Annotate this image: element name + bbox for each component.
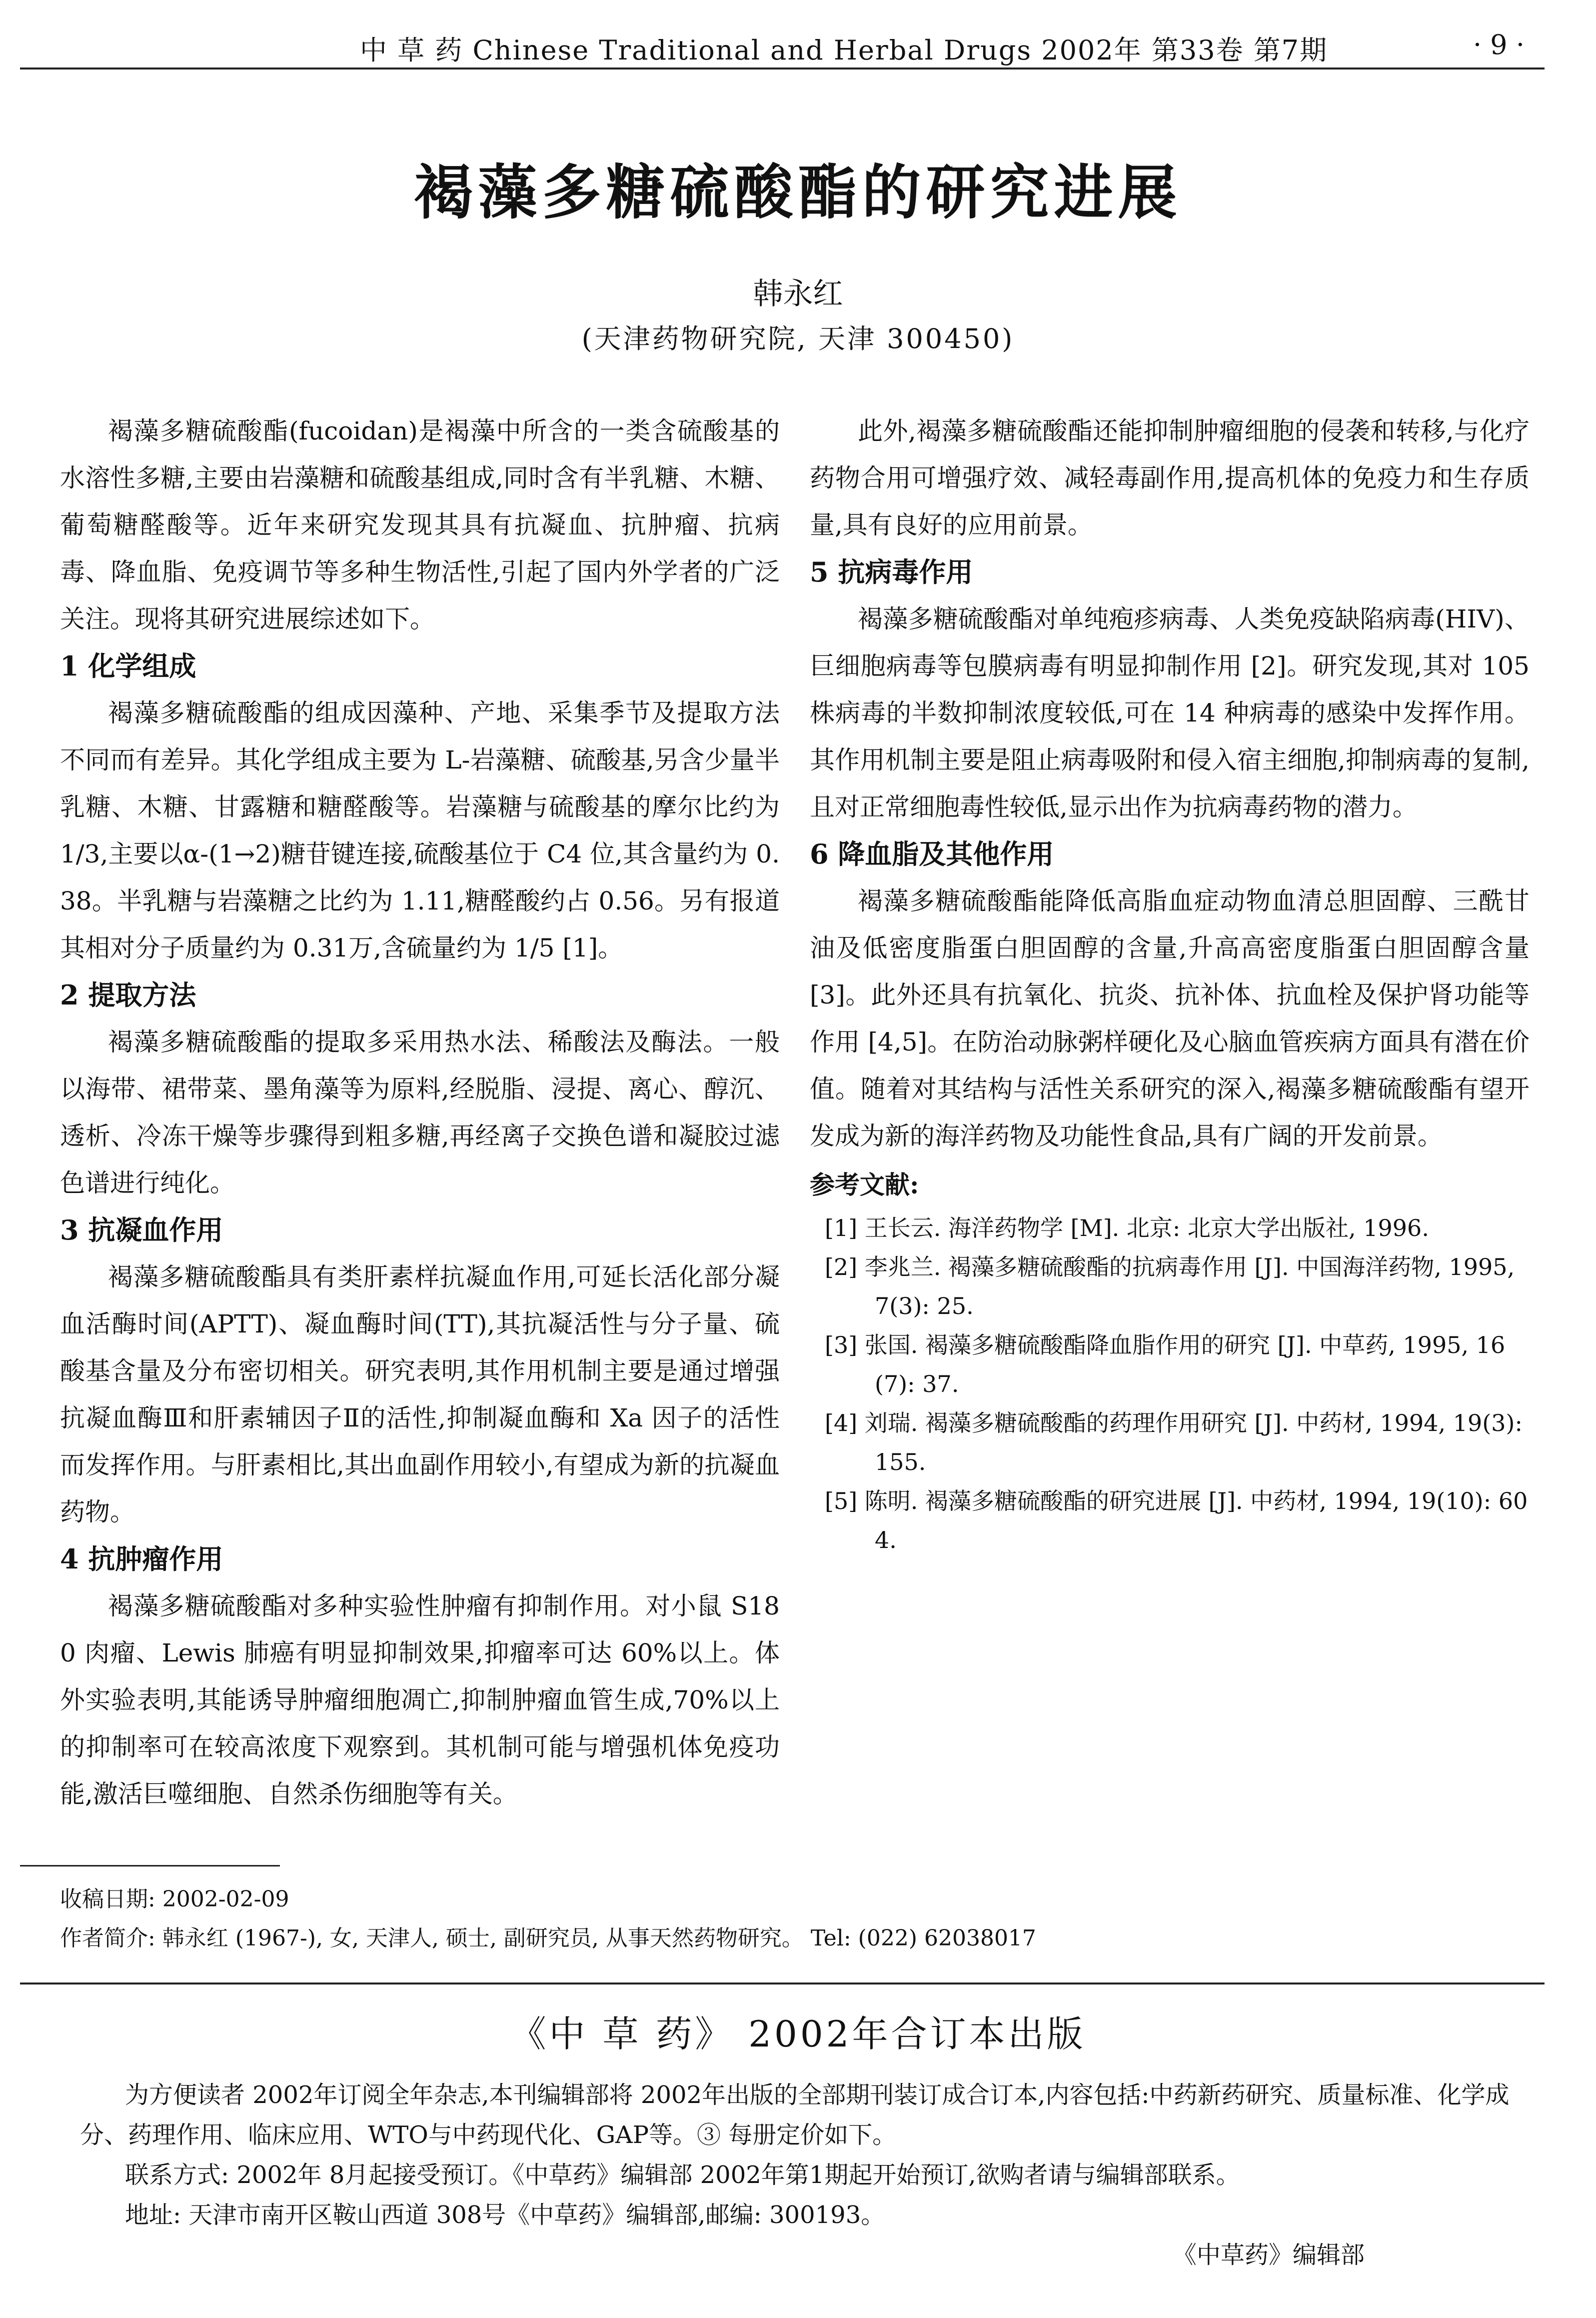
section-heading: 5 抗病毒作用	[810, 556, 973, 588]
section-heading: 6 降血脂及其他作用	[810, 838, 1054, 870]
body-paragraph: 褐藻多糖硫酸酯能降低高脂血症动物血清总胆固醇、三酰甘油及低密度脂蛋白胆固醇的含量,升高高密度脂蛋白胆固醇含量 [3]。此外还具有抗氧化、抗炎、抗补体、抗血栓及保护肾功能等作用 [4,5]。在防治动脉粥样硬化及心脑血管疾病方面具有潜在价值。随着对其结构与活性关系研究的深入,褐藻多糖硫酸酯有望开发成为新的海洋药物及功能性食品,具有广阔的开发前景。	[810, 886, 1530, 1150]
running-header	[20, 20, 1545, 70]
footnote	[60, 1880, 1510, 1958]
ad-body	[80, 2075, 1515, 2275]
ad-paragraph: 为方便读者 2002年订阅全年杂志,本刊编辑部将 2002年出版的全部期刊装订成合订本,内容包括:中药新药研究、质量标准、化学成分、药理作用、临床应用、WTO与中药现代化、GAP等。③ 每册定价如下。	[80, 2081, 1510, 2149]
body-paragraph: 此外,褐藻多糖硫酸酯还能抑制肿瘤细胞的侵袭和转移,与化疗药物合用可增强疗效、减轻毒副作用,提高机体的免疫力和生存质量,具有良好的应用前景。	[810, 416, 1530, 540]
author-bio: 作者简介: 韩永红 (1967-), 女, 天津人, 硕士, 副研究员, 从事天然药物研究。 Tel: (022) 62038017	[60, 1926, 1036, 1951]
left-column	[60, 408, 780, 1818]
body-paragraph: 褐藻多糖硫酸酯对多种实验性肿瘤有抑制作用。对小鼠 S180 肉瘤、Lewis 肺癌有明显抑制效果,抑瘤率可达 60%以上。体外实验表明,其能诱导肿瘤细胞凋亡,抑制肿瘤血管生成,70%以上的抑制率可在较高浓度下观察到。其机制可能与增强机体免疫功能,激活巨噬细胞、自然杀伤细胞等有关。	[60, 1592, 780, 1808]
section-heading: 4 抗肿瘤作用	[60, 1543, 223, 1575]
body-paragraph: 褐藻多糖硫酸酯具有类肝素样抗凝血作用,可延长活化部分凝血活酶时间(APTT)、凝血酶时间(TT),其抗凝活性与分子量、硫酸基含量及分布密切相关。研究表明,其作用机制主要是通过增强抗凝血酶Ⅲ和肝素辅因子Ⅱ的活性,抑制凝血酶和 Xa 因子的活性而发挥作用。与肝素相比,其出血副作用较小,有望成为新的抗凝血药物。	[60, 1262, 780, 1526]
ad-title: 《中 草 药》 2002年合订本出版	[510, 2013, 1086, 2055]
header-journal: 中 草 药 Chinese Traditional and Herbal Drugs 2002年 第33卷 第7期	[360, 34, 1328, 66]
received-date: 收稿日期: 2002-02-09	[60, 1886, 289, 1912]
reference-item: [5] 陈明. 褐藻多糖硫酸酯的研究进展 [J]. 中药材, 1994, 19(10): 604.	[825, 1488, 1528, 1554]
references	[810, 1162, 1530, 1560]
section-heading: 1 化学组成	[60, 650, 196, 682]
article-affiliation: (天津药物研究院, 天津 300450)	[581, 323, 1015, 354]
body-paragraph: 褐藻多糖硫酸酯的组成因藻种、产地、采集季节及提取方法不同而有差异。其化学组成主要为 L-岩藻糖、硫酸基,另含少量半乳糖、木糖、甘露糖和糖醛酸等。岩藻糖与硫酸基的摩尔比约为 1/3,主要以α-(1→2)糖苷键连接,硫酸基位于 C4 位,其含量约为 0.38。半乳糖与岩藻糖之比约为 1.11,糖醛酸约占 0.56。另有报道其相对分子质量约为 0.31万,含硫量约为 1/5 [1]。	[60, 698, 780, 962]
ad-separator	[20, 1982, 1545, 1984]
ad-paragraph: 地址: 天津市南开区鞍山西道 308号《中草药》编辑部,邮编: 300193。	[125, 2201, 885, 2229]
section-heading: 2 提取方法	[60, 979, 196, 1011]
right-column	[810, 408, 1530, 1560]
ad-signature: 《中草药》编辑部	[1172, 2241, 1365, 2269]
body-paragraph: 褐藻多糖硫酸酯的提取多采用热水法、稀酸法及酶法。一般以海带、裙带菜、墨角藻等为原料,经脱脂、浸提、离心、醇沉、透析、冷冻干燥等步骤得到粗多糖,再经离子交换色谱和凝胶过滤色谱进行纯化。	[60, 1028, 780, 1198]
references-heading: 参考文献:	[810, 1170, 919, 1200]
article-title: 褐藻多糖硫酸酯的研究进展	[414, 158, 1182, 227]
article-author: 韩永红	[753, 276, 843, 312]
footnote-rule	[20, 1865, 280, 1866]
header-page-number: · 9 ·	[1473, 29, 1525, 60]
reference-item: [3] 张国. 褐藻多糖硫酸酯降血脂作用的研究 [J]. 中草药, 1995, 16(7): 37.	[825, 1332, 1506, 1398]
section-heading: 3 抗凝血作用	[60, 1214, 223, 1246]
reference-item: [4] 刘瑞. 褐藻多糖硫酸酯的药理作用研究 [J]. 中药材, 1994, 19(3): 155.	[825, 1410, 1523, 1476]
intro-paragraph: 褐藻多糖硫酸酯(fucoidan)是褐藻中所含的一类含硫酸基的水溶性多糖,主要由岩藻糖和硫酸基组成,同时含有半乳糖、木糖、葡萄糖醛酸等。近年来研究发现其具有抗凝血、抗肿瘤、抗病毒、降血脂、免疫调节等多种生物活性,引起了国内外学者的广泛关注。现将其研究进展综述如下。	[60, 416, 780, 634]
body-paragraph: 褐藻多糖硫酸酯对单纯疱疹病毒、人类免疫缺陷病毒(HIV)、巨细胞病毒等包膜病毒有明显抑制作用 [2]。研究发现,其对 105 株病毒的半数抑制浓度较低,可在 14 种病毒的感染中发挥作用。其作用机制主要是阻止病毒吸附和侵入宿主细胞,抑制病毒的复制,且对正常细胞毒性较低,显示出作为抗病毒药物的潜力。	[810, 604, 1530, 822]
ad-paragraph: 联系方式: 2002年 8月起接受预订。《中草药》编辑部 2002年第1期起开始预订,欲购者请与编辑部联系。	[125, 2161, 1240, 2189]
reference-item: [2] 李兆兰. 褐藻多糖硫酸酯的抗病毒作用 [J]. 中国海洋药物, 1995, 7(3): 25.	[825, 1254, 1515, 1320]
reference-item: [1] 王长云. 海洋药物学 [M]. 北京: 北京大学出版社, 1996.	[825, 1214, 1429, 1242]
